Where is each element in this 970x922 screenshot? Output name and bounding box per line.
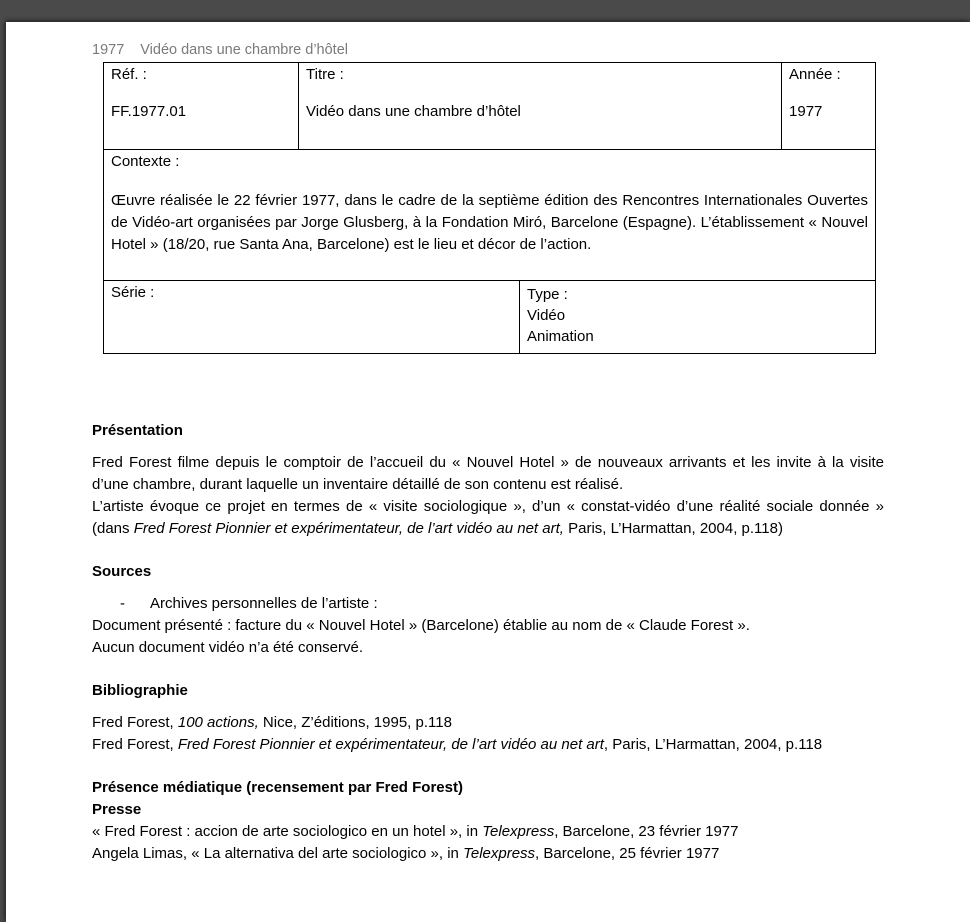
year-value: 1977 — [789, 103, 823, 120]
year-cell — [782, 63, 876, 150]
ref-label: Réf. : — [111, 66, 147, 83]
presentation-paragraph-1: Fred Forest filme depuis le comptoir de l’accueil du « Nouvel Hotel » de nouveaux arrivants et les invite à la visite d’une chambre, durant laquelle un inventaire détaillé de son contenu est réalisé. — [92, 454, 884, 493]
presentation-paragraph-2: L’artiste évoque ce projet en termes de « visite sociologique », d’un « constat-vidéo d’une réalité sociale donnée » (dans Fred Forest Pionnier et expérimentateur, de l’art vidéo au net art, Paris, L’Harmattan, 2004, p.118) — [92, 498, 884, 537]
context-label: Contexte : — [111, 153, 180, 170]
type-value-video: Vidéo — [527, 307, 566, 324]
type-label: Type : — [527, 286, 568, 303]
year-label: Année : — [789, 66, 841, 83]
presentation-book-title: Fred Forest Pionnier et expérimentateur, de l’art vidéo au net art, — [133, 520, 564, 537]
serie-label: Série : — [111, 284, 155, 301]
press-entry-2: Angela Limas, « La alternativa del arte sociologico », in Telexpress, Barcelone, 25 février 1977 — [92, 845, 720, 862]
title-cell — [299, 63, 782, 150]
header-year: 1977 — [92, 42, 125, 58]
ref-cell — [104, 63, 299, 150]
document-page — [6, 22, 970, 922]
header-title: Vidéo dans une chambre d’hôtel — [140, 42, 348, 58]
sources-bullet-item: - Archives personnelles de l’artiste : — [120, 595, 378, 612]
press-entry-1: « Fred Forest : accion de arte sociologico en un hotel », in Telexpress, Barcelone, 23 février 1977 — [92, 823, 739, 840]
context-cell — [104, 150, 876, 281]
title-label: Titre : — [306, 66, 344, 83]
page-header — [92, 42, 348, 58]
media-presence-heading: Présence médiatique (recensement par Fred Forest) — [92, 779, 463, 796]
bibliography-entry-1: Fred Forest, 100 actions, Nice, Z’éditions, 1995, p.118 — [92, 714, 452, 731]
context-text: Œuvre réalisée le 22 février 1977, dans le cadre de la septième édition des Rencontres Internationales Ouvertes de Vidéo-art organisées par Jorge Glusberg, à la Fondation Miró, Barcelone (Espagne). L’établissement « Nouvel Hotel » (18/20, rue Santa Ana, Barcelone) est le lieu et décor de l’action. — [111, 192, 869, 253]
ref-value: FF.1977.01 — [111, 103, 187, 120]
sources-line-2: Aucun document vidéo n’a été conservé. — [92, 639, 364, 656]
document-body — [92, 420, 884, 865]
bibliography-entry-2: Fred Forest, Fred Forest Pionnier et expérimentateur, de l’art vidéo au net art, Paris, L’Harmattan, 2004, p.118 — [92, 736, 823, 753]
serie-cell — [104, 281, 520, 354]
metadata-table — [103, 62, 876, 354]
sources-line-1: Document présenté : facture du « Nouvel Hotel » (Barcelone) établie au nom de « Claude Forest ». — [92, 617, 750, 634]
type-value-animation: Animation — [527, 328, 594, 345]
presentation-heading: Présentation — [92, 422, 183, 439]
bibliography-heading: Bibliographie — [92, 682, 188, 699]
press-subheading: Presse — [92, 801, 142, 818]
title-value: Vidéo dans une chambre d’hôtel — [306, 103, 521, 120]
type-cell — [520, 281, 876, 354]
sources-heading: Sources — [92, 563, 152, 580]
